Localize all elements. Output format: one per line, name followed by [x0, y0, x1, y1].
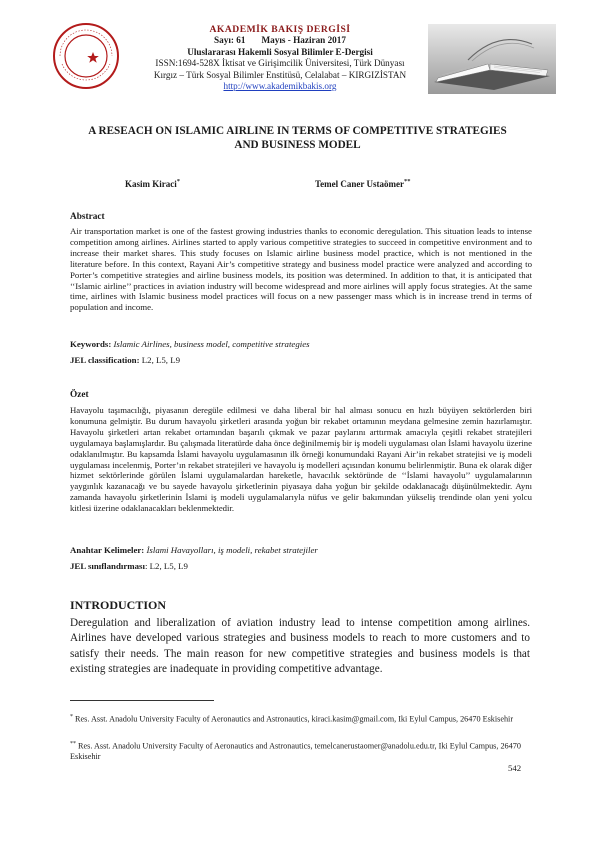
open-book-illustration [428, 24, 556, 94]
footnote-2-text: Res. Asst. Anadolu University Faculty of Aeronautics and Astronautics, temelcanerustaomer@anadolu.edu.tr, Iki Eylul Campus, 26470 Eskisehir [70, 741, 521, 762]
paper-title-line-1: A RESEACH ON ISLAMIC AIRLINE IN TERMS OF COMPETITIVE STRATEGIES [88, 125, 507, 137]
abstract-text: Air transportation market is one of the fastest growing industries thanks to economic deregulation. This situation leads to intense competition among airlines. Airlines started to apply various competitive strategies to succeed in competitive environment and to increase their market shares. This study focuses on Islamic airline business model practice, which is not mentioned in the literature before. In this context, Rayani Air’s competitive strategy and business model practice were analyzed and according to Porter’s competitive strategies and airline business models, its position was determined. In addition to that, it is anticipated that ‘‘Islamic airline’’ practices in aviation industry will become widespread and more airlines will apply focus strategies. At the same time, airlines with Islamic business model practices will focus on a new passenger mass which is in increase trend in terms of population and income. [70, 226, 532, 313]
abstract-jel [70, 355, 180, 365]
footnote-1-text: Res. Asst. Anadolu University Faculty of Aeronautics and Astronautics, kiraci.kasim@gmail.com, Iki Eylul Campus, 26470 Eskisehir [73, 714, 514, 724]
author-2 [315, 178, 410, 189]
author-1-name: Kasim Kiraci [125, 179, 177, 189]
jel-value: L2, L5, L9 [139, 355, 181, 365]
page-number: 542 [508, 763, 522, 773]
ozet-jel-value: : L2, L5, L9 [144, 561, 188, 571]
journal-name: AKADEMİK BAKIŞ DERGİSİ [209, 24, 351, 35]
footnote-2-mark: ** [70, 741, 76, 747]
ozet-jel [70, 561, 188, 571]
abstract-keywords [70, 339, 310, 349]
journal-url-link[interactable]: http://www.akademikbakis.org [223, 81, 337, 92]
ozet-heading: Özet [70, 390, 89, 400]
keywords-value: Islamic Airlines, business model, competitive strategies [111, 339, 310, 349]
footnote-separator [70, 700, 214, 701]
journal-subtitle: Uluslararası Hakemli Sosyal Bilimler E-Dergisi [187, 46, 373, 57]
institute-line: Kırgız – Türk Sosyal Bilimler Enstitüsü, Celalabat – KIRGIZİSTAN [153, 69, 407, 80]
issue-info: Sayı: 61 Mayıs - Haziran 2017 [214, 35, 346, 46]
ozet-jel-label: JEL sınıflandırması [70, 561, 145, 571]
author-1 [125, 178, 180, 189]
ozet-keywords-label: Anahtar Kelimeler: [70, 545, 145, 555]
ozet-text: Havayolu taşımacılığı, piyasanın deregüle edilmesi ve daha liberal bir hal alması sonucu en hızlı büyüyen sektörlerden biri konumuna gelmiştir. Bu durum havayolu şirketleri arasında yoğun bir rekabet ortamının meydana gelmesine zemin hazırlamıştır. Havayolu şirketleri artan rekabet ortamından başarılı çıkmak ve pazar paylarını arttırmak amacıyla çeşitli rekabet stratejileri uygulamaya başlamışlardır. Bu çalışmada literatürde daha önce değinilmemiş bir iş modeli uygulaması olan İslami havayolu üzerine odaklanılmıştır. Bu kapsamda İslami havayolu uygulamasının ilk örneği konumundaki Rayani Air’in rekabet stratejisi ve iş modeli uygulaması incelenmiş, Porter’ın rekabet stratejileri ve havayolu iş modelleri açısından konumu belirlenmiştir. Buna ek olarak diğer hizmet sektörlerinde görülen İslami uygulamalardan hareketle, havacılık sektöründe de ‘‘İslami havayolu’’ uygulamalarının yaygınlık kazanacağı ve bu sayede havayolu şirketlerinin piyasaya daha yoğun bir şekilde odaklanacağı düşünülmektedir. Aynı zamanda havayolu şirketlerinin İslami iş modeli uygulamalarıyla nüfus ve gelir bakımından yükseliş trendinde olan yeni yolcu kitlesi üzerine odaklanacakları beklenmektedir. [70, 405, 532, 514]
introduction-text: Deregulation and liberalization of aviation industry lead to intense competition among airlines. Airlines have developed various strategies and business models to reach to more customers and to satisfy their needs. The main reason for new competitive strategies and business models is that existing strategies are inadequate in providing competitive advantage. [70, 617, 530, 676]
author-1-footnote-mark: * [176, 178, 180, 185]
paper-title-line-2: AND BUSINESS MODEL [234, 139, 361, 151]
journal-masthead [130, 24, 430, 92]
jel-label: JEL classification: [70, 355, 140, 365]
issn-line: ISSN:1694-528X İktisat ve Girişimcilik Üniversitesi, Türk Dünyası [155, 58, 405, 69]
keywords-label: Keywords: [70, 339, 112, 349]
abstract-heading: Abstract [70, 212, 105, 222]
ozet-keywords [70, 545, 318, 555]
journal-seal-logo [52, 22, 120, 90]
author-2-footnote-mark: ** [403, 178, 411, 185]
footnote-1 [70, 712, 532, 725]
introduction-heading: INTRODUCTION [70, 598, 167, 612]
author-2-name: Temel Caner Ustaömer [315, 179, 404, 189]
paper-title [60, 124, 535, 152]
footnote-1-mark: * [70, 714, 73, 720]
footnote-2 [70, 739, 532, 763]
ozet-keywords-value: İslami Havayolları, iş modeli, rekabet stratejiler [144, 545, 318, 555]
